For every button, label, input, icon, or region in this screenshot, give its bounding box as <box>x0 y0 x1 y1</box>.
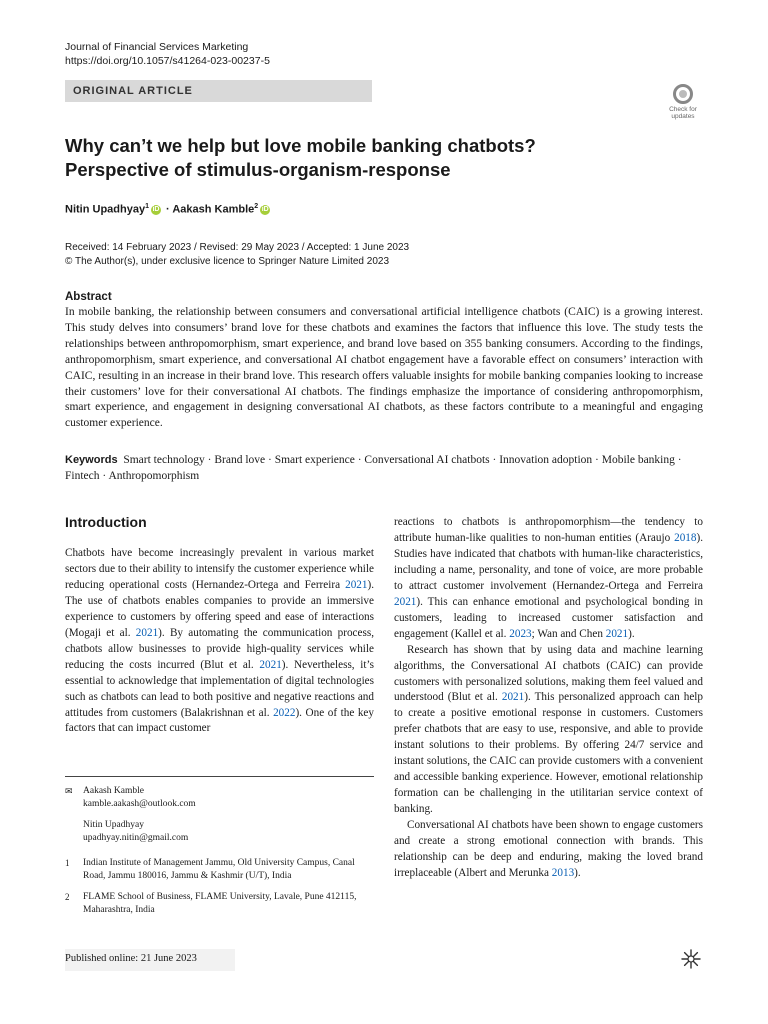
check-updates-line2: updates <box>671 113 695 120</box>
paragraph-text: reactions to chatbots is anthropomorphism—the tendency to attribute human-like qualities to non-human entities (Araujo <box>394 516 703 544</box>
contact-name: Nitin Upadhyay <box>83 820 144 830</box>
citation-link[interactable]: 2023 <box>509 627 532 640</box>
springer-logo-icon <box>680 948 702 970</box>
contact-name: Aakash Kamble <box>83 786 144 796</box>
journal-doi[interactable]: https://doi.org/10.1057/s41264-023-00237-5 <box>65 55 270 67</box>
citation-link[interactable]: 2021 <box>135 626 159 639</box>
right-column <box>394 515 703 882</box>
journal-header <box>65 40 270 68</box>
citation-link[interactable]: 2021 <box>259 658 282 671</box>
author-name[interactable]: Aakash Kamble <box>172 203 255 216</box>
author-name[interactable]: Nitin Upadhyay <box>65 203 146 216</box>
footnotes <box>65 785 374 925</box>
publication-history <box>65 241 409 269</box>
article-title: Why can’t we help but love mobile banking chatbots? Perspective of stimulus-organism-response <box>65 135 536 180</box>
paragraph-text: ). One of the key factors that can impact customer <box>65 706 374 735</box>
keywords-block <box>65 453 703 485</box>
orcid-icon[interactable]: iD <box>152 205 160 213</box>
contact-entry <box>65 819 374 845</box>
envelope-icon: ✉ <box>65 786 73 796</box>
orcid-icon[interactable]: iD <box>261 205 269 213</box>
paragraph <box>394 515 703 643</box>
paragraph-text: ). Studies have indicated that chatbots with human-like characteristics, including a name, personality, and tone of voice, are more probable to attract customer involvement (Hernandez-Ortega and Ferreira <box>394 531 703 592</box>
citation-link[interactable]: 2013 <box>551 866 575 879</box>
left-column <box>65 546 374 737</box>
paragraph-text: Chatbots have become increasingly prevalent in various market sectors due to their ability to intensify the customer experience while reducing operational costs (Hernandez-Ortega and Ferreira <box>65 547 374 591</box>
paragraph-text: ). <box>574 866 581 879</box>
author-separator: · <box>162 203 173 216</box>
affiliation-text: FLAME School of Business, FLAME University, Lavale, Pune 412115, Maharashtra, India <box>83 892 357 915</box>
paragraph-text: ). <box>628 627 635 640</box>
affiliation-entry <box>65 891 374 917</box>
paragraph-text: ). The use of chatbots enables companies to provide an immersive experience to customers by offering speed and ease of interactions (Mogaji et al. <box>65 578 374 639</box>
affiliation-number: 2 <box>65 892 70 902</box>
contact-entry <box>65 785 374 811</box>
abstract-heading: Abstract <box>65 291 112 303</box>
keywords-label: Keywords <box>65 454 118 466</box>
citation-link[interactable]: 2022 <box>273 706 296 719</box>
paragraph <box>65 546 374 737</box>
affiliation-entry <box>65 857 374 883</box>
check-updates-line1: Check for <box>669 106 697 113</box>
published-online: Published online: 21 June 2023 <box>65 953 197 964</box>
journal-name: Journal of Financial Services Marketing <box>65 41 249 53</box>
paragraph <box>394 643 703 818</box>
paragraph-text: ). This can enhance emotional and psychological bonding in customers, leading to increased customer satisfaction and engagement (Kallel et al. <box>394 595 703 640</box>
paragraph-text: Conversational AI chatbots have been shown to engage customers and create a strong emotional connection with brands. This relationship can be deep and enduring, making the loved brand irreplaceable (Albert and Merunka <box>394 819 703 879</box>
footnote-divider <box>65 776 374 777</box>
author-affiliation-mark: 1 <box>145 203 149 210</box>
author-list <box>65 203 272 216</box>
citation-link[interactable]: 2021 <box>394 595 417 608</box>
paragraph <box>394 818 703 882</box>
contact-email[interactable]: kamble.aakash@outlook.com <box>83 799 196 809</box>
paragraph-text: ; Wan and Chen <box>531 627 606 640</box>
copyright-line: © The Author(s), under exclusive licence to Springer Nature Limited 2023 <box>65 256 390 267</box>
paragraph-text: ). This personalized approach can help to create a positive emotional response in customers. Customers prefer chatbots that are easy to use, responsive, and able to provide instant solutions to their problems. By offering 24/7 service and instant solutions, the CAIC can provide customers with a convenient and accessible banking experience. However, emotional relationship formation can be challenging in the utilitarian service context of banking. <box>394 691 703 816</box>
paragraph-text: ). Nevertheless, it’s essential to acknowledge that implementation of digital technologies such as chatbots can lead to both positive and negative reactions and attitudes from customers (Balakrishnan et al. <box>65 658 374 719</box>
affiliation-number: 1 <box>65 858 70 868</box>
article-type-banner: ORIGINAL ARTICLE <box>65 80 372 102</box>
paragraph-text: ). By automating the communication process, chatbots allow businesses to provide high-quality services while reducing the costs incurred (Blut et al. <box>65 626 374 671</box>
paragraph-text: Research has shown that by using data and machine learning algorithms, the Conversational AI chatbots (CAIC) can provide customers with personalized solutions, making them feel valued and understood (Blut et al. <box>394 643 703 704</box>
citation-link[interactable]: 2018 <box>674 531 697 544</box>
dates-line: Received: 14 February 2023 / Revised: 29 May 2023 / Accepted: 1 June 2023 <box>65 242 410 253</box>
introduction-heading: Introduction <box>65 514 147 530</box>
contact-email[interactable]: upadhyay.nitin@gmail.com <box>83 833 189 843</box>
author-affiliation-mark: 2 <box>254 203 259 210</box>
citation-link[interactable]: 2021 <box>605 627 629 640</box>
abstract-text: In mobile banking, the relationship between consumers and conversational artificial intelligence chatbots (CAIC) is a growing interest. This study delves into consumers’ brand love for these chatbots and examines the factors that influence this love. The study tests the relationships between anthropomorphism, smart experience, and brand love based on 355 banking consumers. According to the findings, anthropomorphism, smart experience, and conversational AI chatbot engagement have a favorable effect on consumers’ interaction with CAIC, resulting in an increase in their brand love. This research offers valuable insights for mobile banking companies looking to increase their customers’ love for their conversational AI chatbots. The findings emphasize the importance of considering anthropomorphism, smart experience, and engagement in designing conversational AI chatbots, as these factors contribute to a meaningful and engaging customer experience. <box>65 306 703 430</box>
citation-link[interactable]: 2021 <box>501 691 525 704</box>
check-for-updates-icon[interactable] <box>664 84 702 124</box>
keywords-text: Smart technology · Brand love · Smart experience · Conversational AI chatbots · Innovation adoption · Mobile banking · Fintech · Anthropomorphism <box>65 454 682 482</box>
affiliation-text: Indian Institute of Management Jammu, Old University Campus, Canal Road, Jammu 180016, Jammu & Kashmir (U/T), India <box>83 858 355 881</box>
citation-link[interactable]: 2021 <box>345 578 368 591</box>
